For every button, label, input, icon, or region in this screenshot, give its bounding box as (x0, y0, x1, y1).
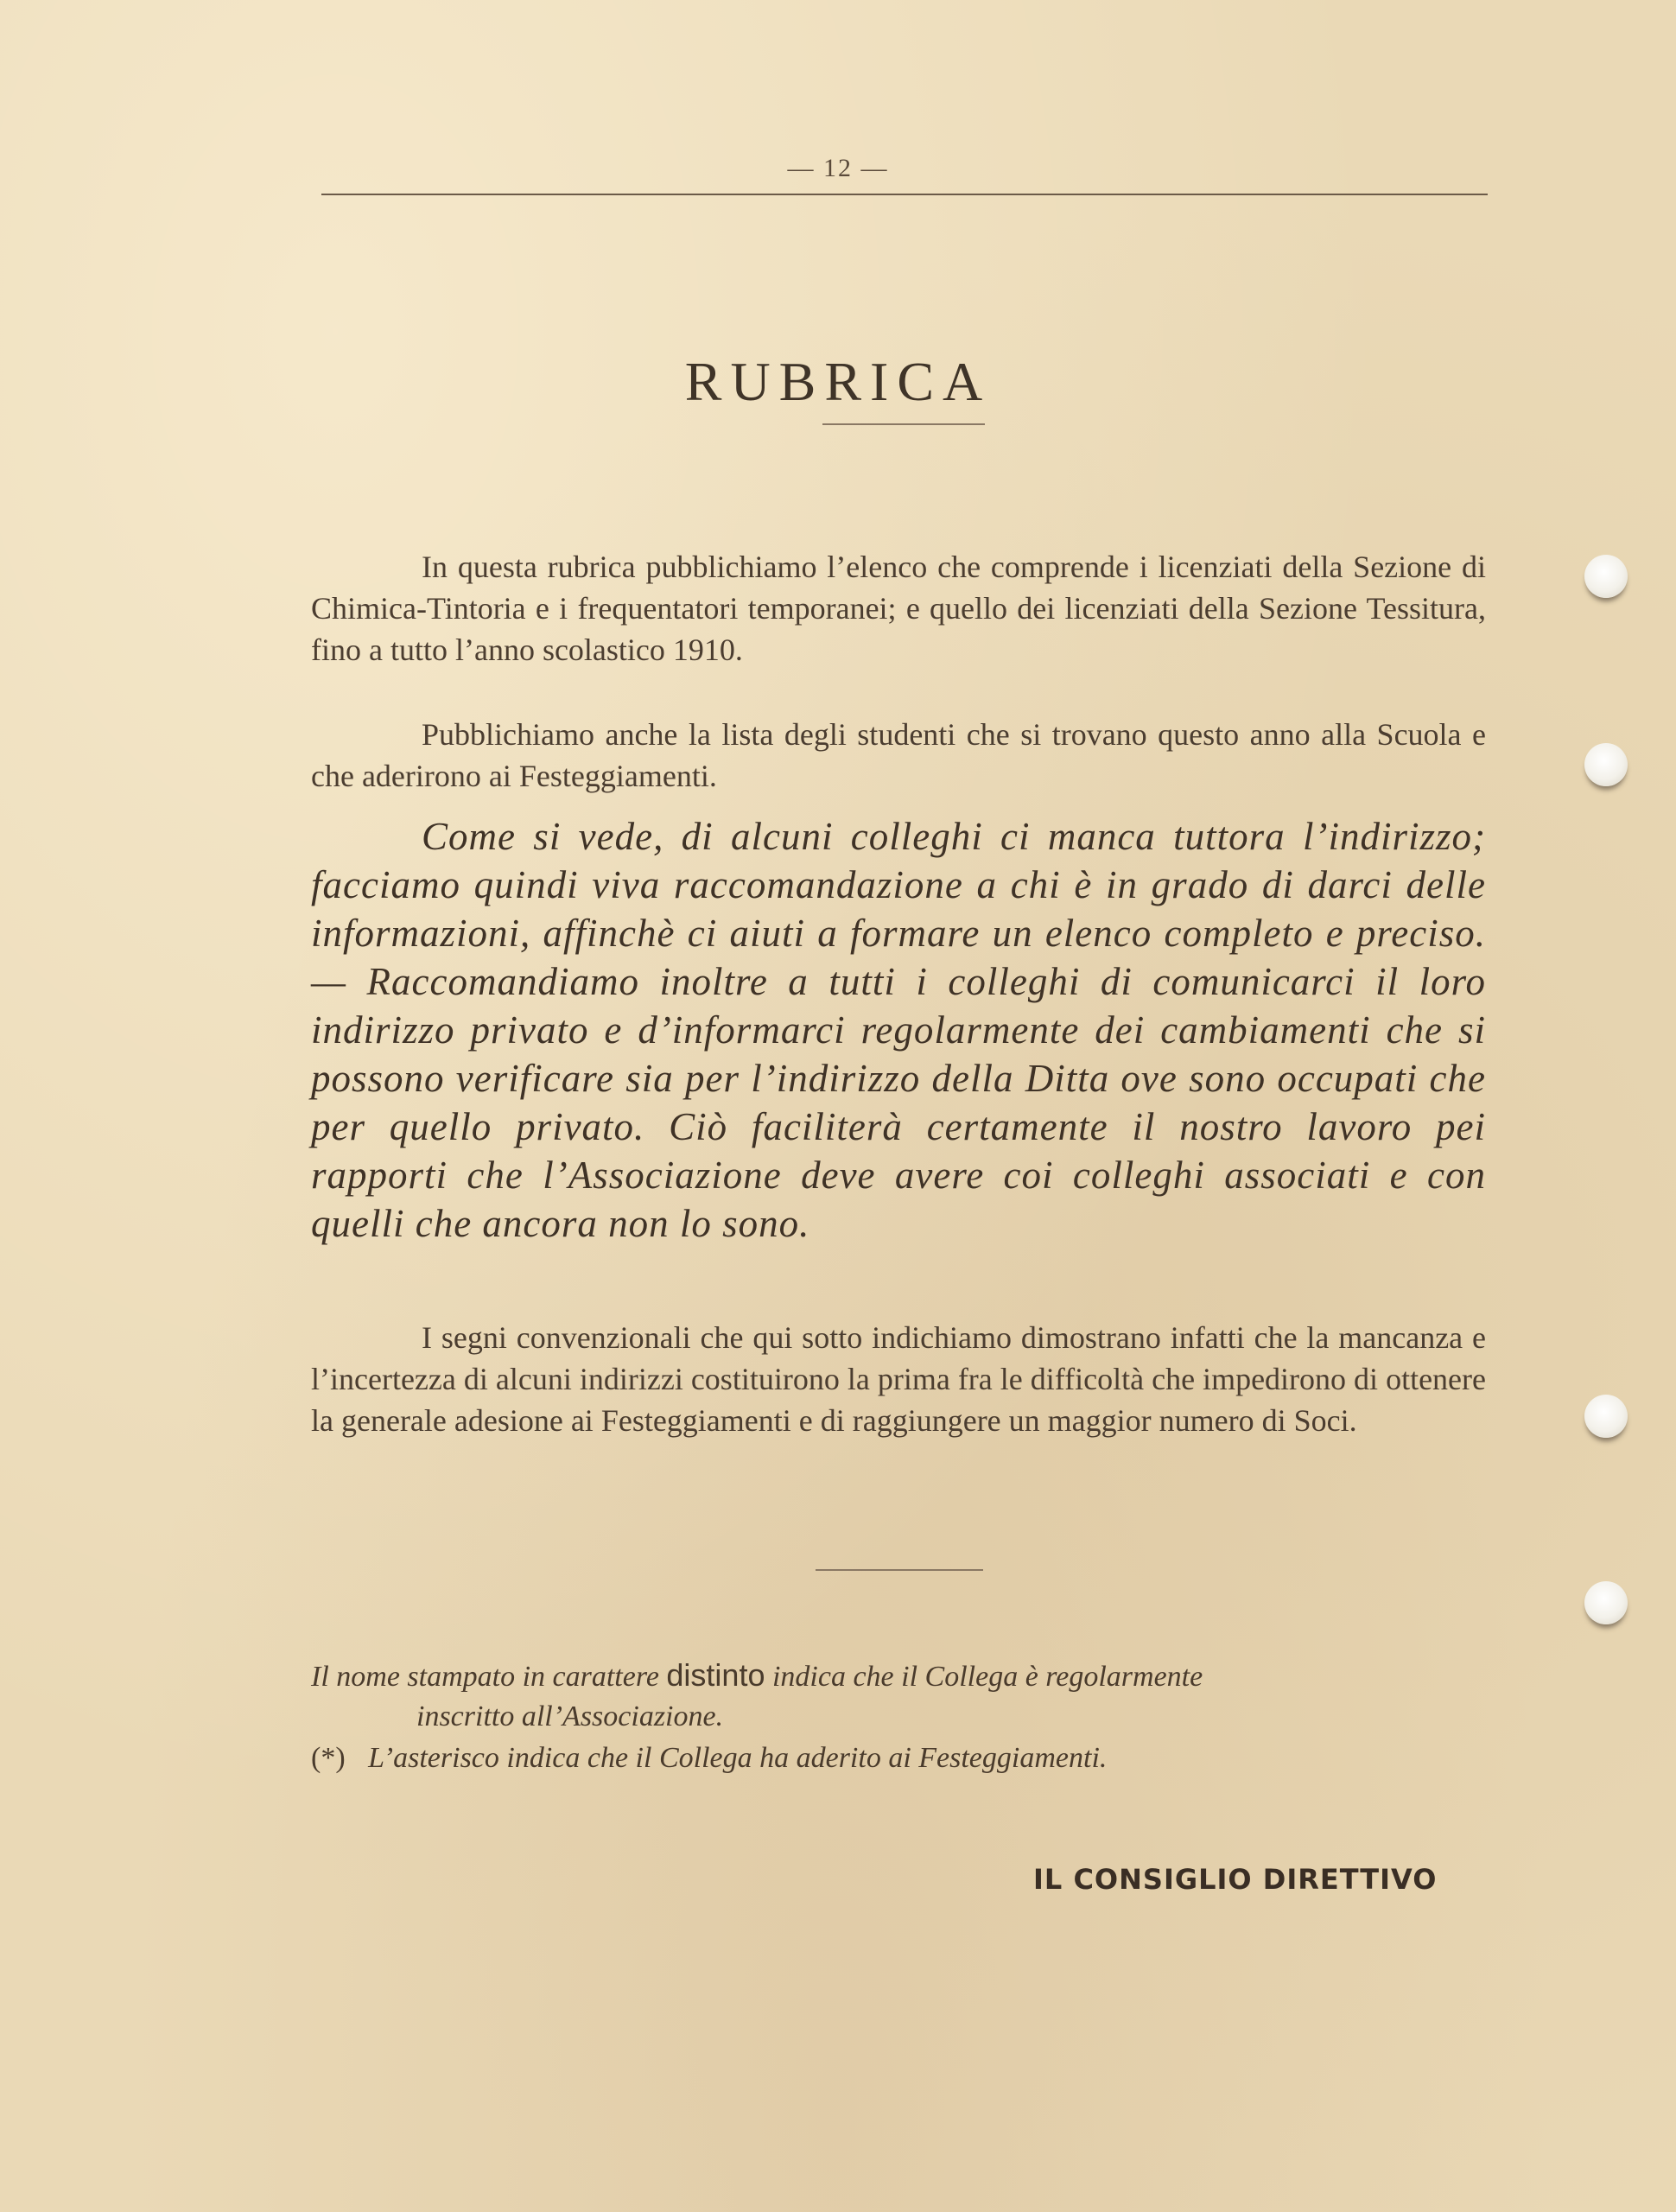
header-rule (321, 194, 1488, 195)
students-paragraph: Pubblichiamo anche la lista degli studenti che si trovano questo anno alla Scuola e che aderirono ai Festeggiamenti. (311, 717, 1486, 793)
page-title: RUBRICA (684, 350, 992, 412)
legend-text-end: indica che il Collega è regolarmente (771, 1661, 1203, 1693)
legend-registered (311, 1656, 1486, 1737)
conventions-paragraph: I segni convenzionali che qui sotto indichiamo dimostrano infatti che la mancanza e l’incertezza di alcuni indirizzi costituirono la prima fra le difficoltà che impedirono di ottenere la generale adesione ai Festeggiamenti e di raggiungere un maggior numero di Soci. (311, 1320, 1486, 1438)
punch-hole (1584, 1395, 1628, 1438)
punch-hole (1584, 555, 1628, 598)
legend-distinct-sample: distinto (666, 1657, 765, 1693)
legend-asterisk-text: L’asterisco indica che il Collega ha aderito ai Festeggiamenti. (368, 1742, 1108, 1774)
signature: IL CONSIGLIO DIRETTIVO (1033, 1863, 1438, 1896)
title-divider (822, 423, 985, 425)
punch-hole (1584, 743, 1628, 786)
section-divider (816, 1569, 983, 1571)
legend-text-continued: inscritto all’Associazione. (416, 1700, 724, 1732)
appeal-paragraph: Come si vede, di alcuni colleghi ci manca tuttora l’indirizzo; facciamo quindi viva raccomandazione a chi è in grado di darci delle informazioni, affinchè ci aiuti a formare un elenco completo e preciso. — Raccomandiamo inoltre a tutti i colleghi di comunicarci il loro indirizzo privato e d’informarci regolarmente dei cambiamenti che si possono verificare sia per l’indirizzo della Ditta ove sono occupati che per quello privato. Ciò faciliterà certamente il nostro lavoro pei rapporti che l’Associazione deve avere coi colleghi associati e con quelli che ancora non lo sono. (311, 815, 1486, 1245)
legend-asterisk (311, 1738, 1486, 1778)
punch-hole (1584, 1581, 1628, 1624)
page-number: — 12 — (787, 154, 889, 182)
legend-text-start: Il nome stampato in carattere (311, 1661, 659, 1693)
intro-paragraph: In questa rubrica pubblichiamo l’elenco che comprende i licenziati della Sezione di Chimica-Tintoria e i frequentatori temporanei; e quello dei licenziati della Sezione Tessitura, fino a tutto l’anno scolastico 1910. (311, 550, 1486, 667)
asterisk-mark: (*) (311, 1742, 346, 1774)
